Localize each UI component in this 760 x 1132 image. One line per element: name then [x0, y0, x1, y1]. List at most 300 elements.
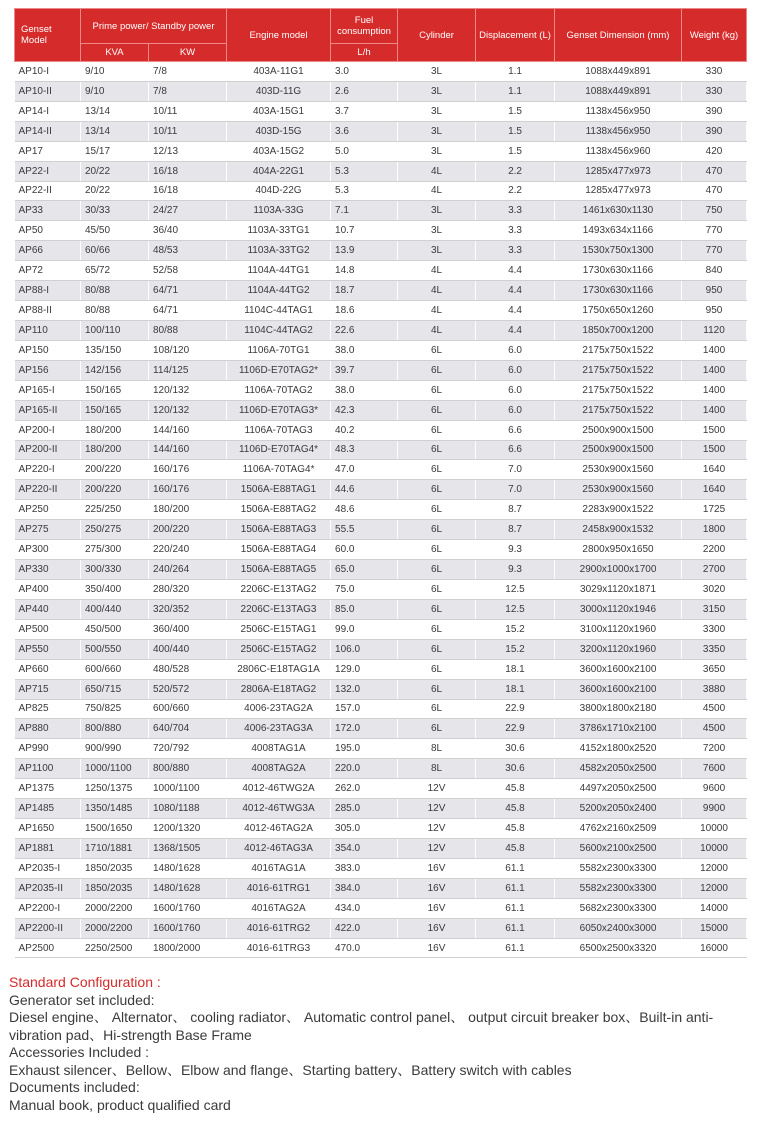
cell-kw: 720/792 — [149, 739, 227, 759]
cell-model: AP2200-II — [15, 918, 81, 938]
cell-displacement: 18.1 — [476, 679, 555, 699]
table-row — [15, 838, 747, 858]
cell-weight: 330 — [682, 81, 747, 101]
cell-cylinder: 6L — [398, 719, 476, 739]
table-row — [15, 858, 747, 878]
cell-displacement: 61.1 — [476, 918, 555, 938]
cell-model: AP10-I — [15, 62, 81, 82]
table-row — [15, 81, 747, 101]
cell-weight: 3020 — [682, 579, 747, 599]
cell-engine: 4016-61TRG3 — [227, 938, 331, 958]
cell-model: AP1100 — [15, 759, 81, 779]
cell-dimension: 2500x900x1500 — [555, 420, 682, 440]
cell-model: AP400 — [15, 579, 81, 599]
cell-engine: 403A-15G1 — [227, 101, 331, 121]
cell-cylinder: 12V — [398, 799, 476, 819]
cell-cylinder: 3L — [398, 241, 476, 261]
cell-engine: 1106A-70TAG3 — [227, 420, 331, 440]
cell-displacement: 1.1 — [476, 62, 555, 82]
cell-engine: 4006-23TAG3A — [227, 719, 331, 739]
cell-weight: 470 — [682, 181, 747, 201]
cell-dimension: 3100x1120x1960 — [555, 619, 682, 639]
cell-fuel: 44.6 — [331, 480, 398, 500]
cell-dimension: 5582x2300x3300 — [555, 878, 682, 898]
cell-weight: 3300 — [682, 619, 747, 639]
table-row — [15, 420, 747, 440]
cell-weight: 390 — [682, 101, 747, 121]
table-row — [15, 560, 747, 580]
cell-kva: 20/22 — [81, 181, 149, 201]
cell-cylinder: 6L — [398, 540, 476, 560]
cell-displacement: 15.2 — [476, 619, 555, 639]
cell-model: AP1650 — [15, 819, 81, 839]
cell-weight: 12000 — [682, 878, 747, 898]
cell-cylinder: 3L — [398, 101, 476, 121]
cell-fuel: 85.0 — [331, 599, 398, 619]
table-row — [15, 360, 747, 380]
cell-kva: 800/880 — [81, 719, 149, 739]
cell-cylinder: 6L — [398, 360, 476, 380]
cell-fuel: 13.9 — [331, 241, 398, 261]
table-row — [15, 301, 747, 321]
cell-fuel: 18.6 — [331, 301, 398, 321]
cell-displacement: 4.4 — [476, 301, 555, 321]
accessories-heading: Accessories Included : — [9, 1044, 150, 1060]
cell-fuel: 172.0 — [331, 719, 398, 739]
cell-fuel: 5.0 — [331, 141, 398, 161]
cell-model: AP17 — [15, 141, 81, 161]
table-row — [15, 878, 747, 898]
cell-fuel: 195.0 — [331, 739, 398, 759]
header-fuel: Fuel consumption — [331, 9, 398, 44]
cell-engine: 1106A-70TG1 — [227, 340, 331, 360]
cell-engine: 403A-15G2 — [227, 141, 331, 161]
cell-fuel: 305.0 — [331, 819, 398, 839]
cell-cylinder: 16V — [398, 938, 476, 958]
cell-fuel: 38.0 — [331, 380, 398, 400]
cell-displacement: 7.0 — [476, 480, 555, 500]
cell-engine: 1104A-44TG1 — [227, 261, 331, 281]
cell-model: AP2035-I — [15, 858, 81, 878]
cell-dimension: 1285x477x973 — [555, 161, 682, 181]
cell-weight: 470 — [682, 161, 747, 181]
cell-kva: 2000/2200 — [81, 918, 149, 938]
cell-cylinder: 3L — [398, 121, 476, 141]
cell-dimension: 2175x750x1522 — [555, 340, 682, 360]
cell-model: AP88-II — [15, 301, 81, 321]
cell-dimension: 1730x630x1166 — [555, 261, 682, 281]
cell-dimension: 3600x1600x2100 — [555, 659, 682, 679]
genset-spec-table — [14, 8, 747, 958]
cell-displacement: 7.0 — [476, 460, 555, 480]
cell-weight: 12000 — [682, 858, 747, 878]
cell-engine: 1506A-E88TAG1 — [227, 480, 331, 500]
cell-dimension: 4762x2160x2509 — [555, 819, 682, 839]
cell-kva: 80/88 — [81, 281, 149, 301]
cell-weight: 1640 — [682, 480, 747, 500]
cell-model: AP2200-I — [15, 898, 81, 918]
cell-weight: 390 — [682, 121, 747, 141]
cell-model: AP1375 — [15, 779, 81, 799]
cell-model: AP825 — [15, 699, 81, 719]
cell-fuel: 75.0 — [331, 579, 398, 599]
cell-model: AP14-I — [15, 101, 81, 121]
cell-displacement: 6.0 — [476, 380, 555, 400]
cell-engine: 1506A-E88TAG2 — [227, 500, 331, 520]
cell-dimension: 3029x1120x1871 — [555, 579, 682, 599]
cell-fuel: 7.1 — [331, 201, 398, 221]
cell-kva: 150/165 — [81, 380, 149, 400]
cell-weight: 10000 — [682, 838, 747, 858]
cell-dimension: 6500x2500x3320 — [555, 938, 682, 958]
cell-model: AP990 — [15, 739, 81, 759]
cell-weight: 950 — [682, 281, 747, 301]
cell-weight: 1500 — [682, 420, 747, 440]
cell-kva: 450/500 — [81, 619, 149, 639]
table-row — [15, 799, 747, 819]
cell-weight: 15000 — [682, 918, 747, 938]
cell-cylinder: 3L — [398, 81, 476, 101]
cell-dimension: 1461x630x1130 — [555, 201, 682, 221]
cell-dimension: 6050x2400x3000 — [555, 918, 682, 938]
cell-cylinder: 12V — [398, 838, 476, 858]
cell-dimension: 2800x950x1650 — [555, 540, 682, 560]
cell-engine: 1106D-E70TAG3* — [227, 400, 331, 420]
cell-engine: 1103A-33TG2 — [227, 241, 331, 261]
cell-fuel: 129.0 — [331, 659, 398, 679]
cell-kva: 1500/1650 — [81, 819, 149, 839]
cell-kva: 150/165 — [81, 400, 149, 420]
cell-displacement: 6.6 — [476, 420, 555, 440]
cell-kw: 180/200 — [149, 500, 227, 520]
cell-kva: 1000/1100 — [81, 759, 149, 779]
table-row — [15, 520, 747, 540]
cell-dimension: 3800x1800x2180 — [555, 699, 682, 719]
cell-fuel: 47.0 — [331, 460, 398, 480]
cell-displacement: 1.1 — [476, 81, 555, 101]
cell-kw: 240/264 — [149, 560, 227, 580]
cell-model: AP660 — [15, 659, 81, 679]
cell-fuel: 384.0 — [331, 878, 398, 898]
cell-displacement: 61.1 — [476, 898, 555, 918]
cell-weight: 420 — [682, 141, 747, 161]
cell-fuel: 3.0 — [331, 62, 398, 82]
cell-kw: 160/176 — [149, 460, 227, 480]
cell-kva: 100/110 — [81, 320, 149, 340]
cell-displacement: 2.2 — [476, 181, 555, 201]
cell-kw: 1368/1505 — [149, 838, 227, 858]
cell-fuel: 354.0 — [331, 838, 398, 858]
cell-model: AP500 — [15, 619, 81, 639]
cell-dimension: 5682x2300x3300 — [555, 898, 682, 918]
cell-fuel: 3.6 — [331, 121, 398, 141]
table-row — [15, 181, 747, 201]
cell-cylinder: 8L — [398, 759, 476, 779]
cell-weight: 1400 — [682, 380, 747, 400]
cell-engine: 2806A-E18TAG2 — [227, 679, 331, 699]
cell-dimension: 2175x750x1522 — [555, 360, 682, 380]
cell-cylinder: 6L — [398, 679, 476, 699]
cell-kw: 1200/1320 — [149, 819, 227, 839]
cell-kw: 16/18 — [149, 161, 227, 181]
cell-cylinder: 6L — [398, 579, 476, 599]
cell-model: AP330 — [15, 560, 81, 580]
cell-displacement: 6.0 — [476, 340, 555, 360]
cell-kva: 650/715 — [81, 679, 149, 699]
cell-kva: 750/825 — [81, 699, 149, 719]
cell-cylinder: 3L — [398, 201, 476, 221]
cell-dimension: 4582x2050x2500 — [555, 759, 682, 779]
cell-kw: 220/240 — [149, 540, 227, 560]
cell-kw: 10/11 — [149, 101, 227, 121]
cell-displacement: 12.5 — [476, 599, 555, 619]
documents-text: Manual book, product qualified card — [9, 1096, 231, 1113]
cell-kva: 20/22 — [81, 161, 149, 181]
cell-dimension: 1138x456x950 — [555, 121, 682, 141]
cell-displacement: 9.3 — [476, 540, 555, 560]
cell-engine: 2206C-E13TAG3 — [227, 599, 331, 619]
cell-kw: 36/40 — [149, 221, 227, 241]
table-row — [15, 938, 747, 958]
cell-fuel: 99.0 — [331, 619, 398, 639]
cell-kva: 600/660 — [81, 659, 149, 679]
cell-dimension: 2283x900x1522 — [555, 500, 682, 520]
generator-text: Diesel engine、 Alternator、 cooling radiator、 Automatic control panel、 output circuit breaker box、Built-in anti-vibration pad、Hi-strength Base Frame — [9, 1009, 714, 1043]
header-cylinder: Cylinder — [398, 9, 476, 62]
header-row — [15, 9, 747, 44]
cell-dimension: 1088x449x891 — [555, 81, 682, 101]
cell-kva: 45/50 — [81, 221, 149, 241]
table-row — [15, 819, 747, 839]
cell-fuel: 65.0 — [331, 560, 398, 580]
cell-kw: 160/176 — [149, 480, 227, 500]
cell-displacement: 15.2 — [476, 639, 555, 659]
cell-dimension: 3200x1120x1960 — [555, 639, 682, 659]
cell-kva: 250/275 — [81, 520, 149, 540]
cell-model: AP165-I — [15, 380, 81, 400]
cell-model: AP150 — [15, 340, 81, 360]
table-row — [15, 599, 747, 619]
cell-dimension: 1285x477x973 — [555, 181, 682, 201]
cell-dimension: 1493x634x1166 — [555, 221, 682, 241]
cell-fuel: 10.7 — [331, 221, 398, 241]
cell-weight: 9900 — [682, 799, 747, 819]
table-row — [15, 62, 747, 82]
cell-engine: 4016-61TRG2 — [227, 918, 331, 938]
cell-cylinder: 3L — [398, 62, 476, 82]
cell-kva: 200/220 — [81, 460, 149, 480]
cell-fuel: 48.3 — [331, 440, 398, 460]
cell-cylinder: 6L — [398, 500, 476, 520]
cell-cylinder: 4L — [398, 301, 476, 321]
cell-dimension: 2458x900x1532 — [555, 520, 682, 540]
cell-fuel: 470.0 — [331, 938, 398, 958]
cell-model: AP156 — [15, 360, 81, 380]
cell-kw: 64/71 — [149, 301, 227, 321]
cell-kw: 64/71 — [149, 281, 227, 301]
cell-displacement: 3.3 — [476, 241, 555, 261]
cell-kw: 480/528 — [149, 659, 227, 679]
table-row — [15, 579, 747, 599]
cell-engine: 4016-61TRG1 — [227, 878, 331, 898]
cell-kva: 400/440 — [81, 599, 149, 619]
cell-dimension: 1730x630x1166 — [555, 281, 682, 301]
cell-displacement: 22.9 — [476, 699, 555, 719]
cell-model: AP33 — [15, 201, 81, 221]
cell-kw: 1800/2000 — [149, 938, 227, 958]
cell-fuel: 22.6 — [331, 320, 398, 340]
table-row — [15, 281, 747, 301]
cell-model: AP1485 — [15, 799, 81, 819]
cell-fuel: 39.7 — [331, 360, 398, 380]
cell-weight: 1400 — [682, 340, 747, 360]
table-row — [15, 141, 747, 161]
cell-model: AP200-II — [15, 440, 81, 460]
cell-fuel: 55.5 — [331, 520, 398, 540]
cell-weight: 1400 — [682, 360, 747, 380]
cell-kva: 60/66 — [81, 241, 149, 261]
cell-engine: 4012-46TAG3A — [227, 838, 331, 858]
table-body — [15, 62, 747, 958]
cell-fuel: 434.0 — [331, 898, 398, 918]
cell-kva: 2250/2500 — [81, 938, 149, 958]
cell-displacement: 8.7 — [476, 500, 555, 520]
cell-engine: 4012-46TAG2A — [227, 819, 331, 839]
table-row — [15, 460, 747, 480]
cell-dimension: 2530x900x1560 — [555, 460, 682, 480]
cell-model: AP715 — [15, 679, 81, 699]
cell-cylinder: 6L — [398, 440, 476, 460]
cell-dimension: 5200x2050x2400 — [555, 799, 682, 819]
table-row — [15, 380, 747, 400]
cell-displacement: 45.8 — [476, 838, 555, 858]
table-row — [15, 221, 747, 241]
table-row — [15, 918, 747, 938]
cell-model: AP66 — [15, 241, 81, 261]
cell-weight: 3150 — [682, 599, 747, 619]
accessories-text: Exhaust silencer、Bellow、Elbow and flange、Starting battery、Battery switch with cables — [9, 1061, 572, 1078]
cell-engine: 1506A-E88TAG5 — [227, 560, 331, 580]
cell-fuel: 40.2 — [331, 420, 398, 440]
cell-displacement: 3.3 — [476, 201, 555, 221]
cell-model: AP50 — [15, 221, 81, 241]
cell-displacement: 61.1 — [476, 878, 555, 898]
cell-displacement: 3.3 — [476, 221, 555, 241]
cell-displacement: 6.0 — [476, 360, 555, 380]
header-model: Genset Model — [15, 9, 81, 62]
cell-engine: 1106D-E70TAG4* — [227, 440, 331, 460]
cell-weight: 840 — [682, 261, 747, 281]
cell-kw: 114/125 — [149, 360, 227, 380]
cell-weight: 9600 — [682, 779, 747, 799]
cell-cylinder: 4L — [398, 181, 476, 201]
cell-kw: 360/400 — [149, 619, 227, 639]
cell-fuel: 422.0 — [331, 918, 398, 938]
table-row — [15, 440, 747, 460]
cell-dimension: 1530x750x1300 — [555, 241, 682, 261]
cell-kw: 7/8 — [149, 81, 227, 101]
cell-dimension: 1088x449x891 — [555, 62, 682, 82]
cell-kva: 2000/2200 — [81, 898, 149, 918]
table-row — [15, 699, 747, 719]
cell-displacement: 18.1 — [476, 659, 555, 679]
cell-kw: 280/320 — [149, 579, 227, 599]
cell-kw: 200/220 — [149, 520, 227, 540]
cell-kw: 12/13 — [149, 141, 227, 161]
cell-weight: 7200 — [682, 739, 747, 759]
cell-engine: 1506A-E88TAG3 — [227, 520, 331, 540]
cell-dimension: 2175x750x1522 — [555, 400, 682, 420]
table-row — [15, 719, 747, 739]
cell-cylinder: 6L — [398, 699, 476, 719]
cell-engine: 4012-46TWG2A — [227, 779, 331, 799]
cell-fuel: 3.7 — [331, 101, 398, 121]
cell-cylinder: 6L — [398, 599, 476, 619]
cell-kva: 300/330 — [81, 560, 149, 580]
cell-kva: 9/10 — [81, 81, 149, 101]
cell-dimension: 3786x1710x2100 — [555, 719, 682, 739]
cell-cylinder: 6L — [398, 659, 476, 679]
cell-cylinder: 16V — [398, 878, 476, 898]
generator-heading: Generator set included: — [9, 991, 155, 1008]
cell-model: AP220-I — [15, 460, 81, 480]
table-row — [15, 540, 747, 560]
cell-kva: 180/200 — [81, 440, 149, 460]
cell-engine: 403A-11G1 — [227, 62, 331, 82]
table-row — [15, 500, 747, 520]
cell-cylinder: 4L — [398, 281, 476, 301]
cell-dimension: 3000x1120x1946 — [555, 599, 682, 619]
cell-fuel: 285.0 — [331, 799, 398, 819]
cell-model: AP10-II — [15, 81, 81, 101]
cell-dimension: 2900x1000x1700 — [555, 560, 682, 580]
cell-kva: 135/150 — [81, 340, 149, 360]
cell-weight: 2700 — [682, 560, 747, 580]
cell-weight: 4500 — [682, 719, 747, 739]
cell-engine: 404A-22G1 — [227, 161, 331, 181]
cell-model: AP2500 — [15, 938, 81, 958]
cell-weight: 2200 — [682, 540, 747, 560]
cell-kw: 520/572 — [149, 679, 227, 699]
table-row — [15, 898, 747, 918]
header-power: Prime power/ Standby power — [81, 9, 227, 44]
cell-displacement: 45.8 — [476, 819, 555, 839]
cell-cylinder: 12V — [398, 779, 476, 799]
cell-kva: 1250/1375 — [81, 779, 149, 799]
cell-dimension: 2500x900x1500 — [555, 440, 682, 460]
cell-fuel: 60.0 — [331, 540, 398, 560]
cell-fuel: 5.3 — [331, 161, 398, 181]
cell-cylinder: 6L — [398, 480, 476, 500]
cell-fuel: 38.0 — [331, 340, 398, 360]
cell-model: AP22-II — [15, 181, 81, 201]
cell-weight: 1725 — [682, 500, 747, 520]
cell-engine: 4016TAG2A — [227, 898, 331, 918]
cell-kva: 275/300 — [81, 540, 149, 560]
cell-weight: 3880 — [682, 679, 747, 699]
cell-fuel: 14.8 — [331, 261, 398, 281]
cell-kw: 1600/1760 — [149, 898, 227, 918]
cell-engine: 1106A-70TAG2 — [227, 380, 331, 400]
table-row — [15, 679, 747, 699]
cell-model: AP200-I — [15, 420, 81, 440]
cell-kw: 16/18 — [149, 181, 227, 201]
cell-dimension: 1850x700x1200 — [555, 320, 682, 340]
cell-cylinder: 12V — [398, 819, 476, 839]
cell-kw: 600/660 — [149, 699, 227, 719]
cell-weight: 770 — [682, 221, 747, 241]
cell-kw: 48/53 — [149, 241, 227, 261]
